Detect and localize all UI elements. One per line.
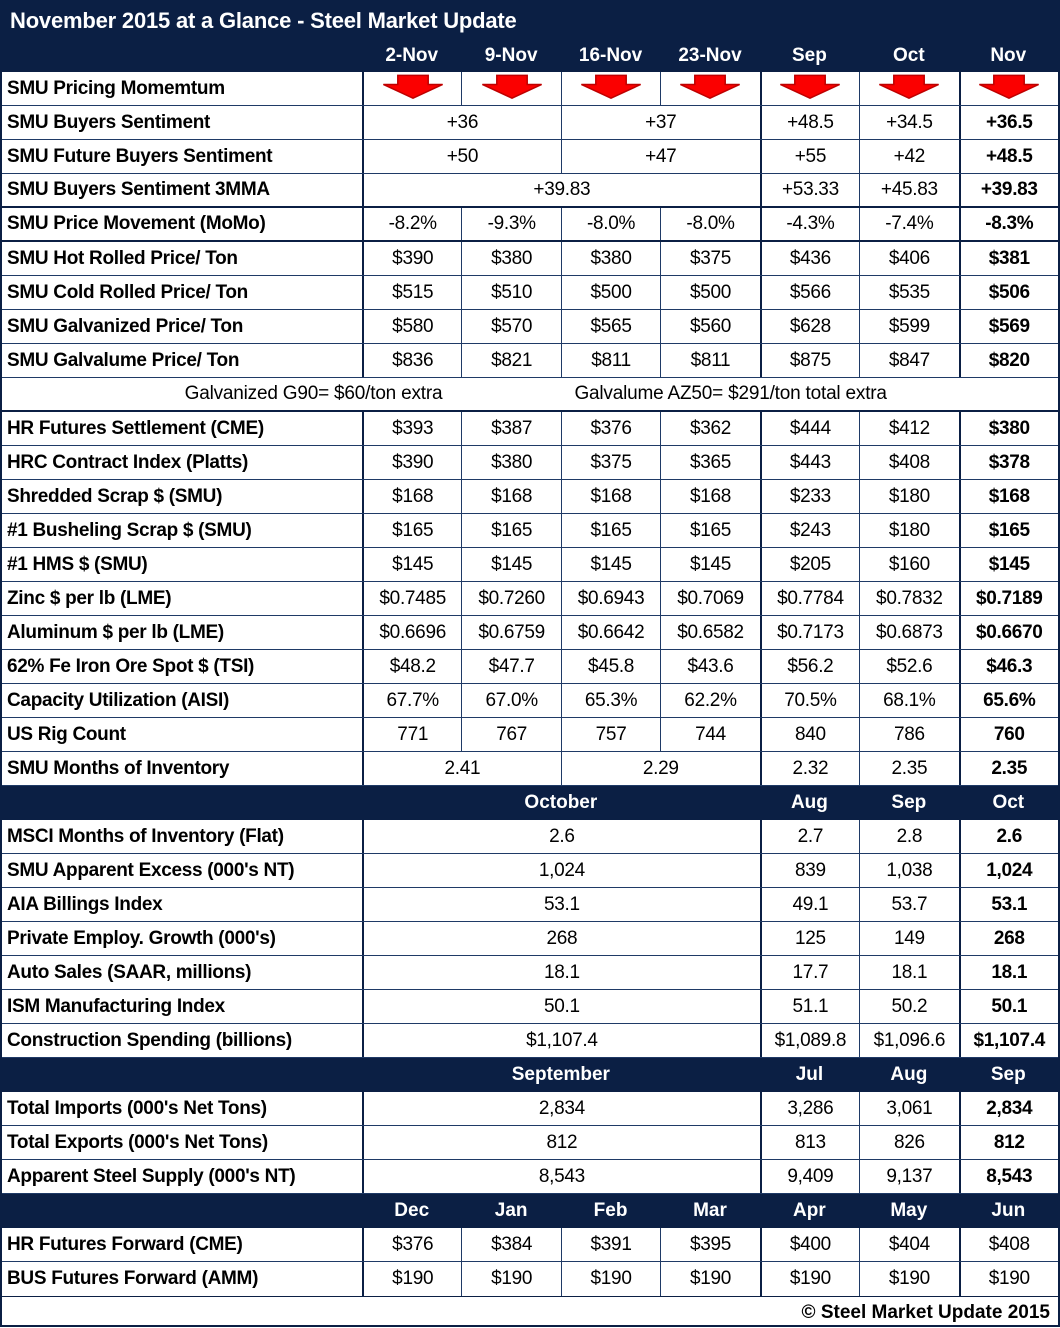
column-header: Aug bbox=[890, 1064, 928, 1085]
momentum-cell bbox=[362, 72, 461, 105]
value-cell: $145 bbox=[959, 548, 1058, 581]
value-cell: +36 bbox=[362, 106, 561, 139]
down-arrow-icon bbox=[971, 72, 1047, 103]
table-row bbox=[2, 378, 1058, 412]
table-row bbox=[2, 650, 1058, 684]
table-row bbox=[2, 990, 1058, 1024]
value-cell: +42 bbox=[859, 140, 958, 173]
value-cell: $145 bbox=[660, 548, 759, 581]
value-cell: 149 bbox=[859, 922, 958, 955]
value-cell: 18.1 bbox=[362, 956, 760, 989]
value-cell: $145 bbox=[461, 548, 560, 581]
value-cell: 65.3% bbox=[561, 684, 660, 717]
value-cell: $160 bbox=[859, 548, 958, 581]
table-row bbox=[2, 1126, 1058, 1160]
down-arrow-icon bbox=[573, 72, 649, 103]
row-label: Construction Spending (billions) bbox=[7, 1029, 292, 1051]
row-label: HRC Contract Index (Platts) bbox=[7, 451, 249, 473]
value-cell: +37 bbox=[561, 106, 760, 139]
value-cell: 812 bbox=[362, 1126, 760, 1159]
table-row bbox=[2, 922, 1058, 956]
row-label: HR Futures Settlement (CME) bbox=[7, 417, 264, 439]
table-row bbox=[2, 888, 1058, 922]
column-header: May bbox=[890, 1200, 928, 1221]
value-cell: 2.29 bbox=[561, 752, 760, 785]
value-cell: 2,834 bbox=[959, 1092, 1058, 1125]
row-label: SMU Pricing Momemtum bbox=[7, 77, 225, 99]
value-cell: -8.2% bbox=[362, 208, 461, 240]
value-cell: 70.5% bbox=[760, 684, 859, 717]
value-cell: $443 bbox=[760, 446, 859, 479]
value-cell: 68.1% bbox=[859, 684, 958, 717]
table-row bbox=[2, 854, 1058, 888]
value-cell: -8.0% bbox=[561, 208, 660, 240]
table-row bbox=[2, 684, 1058, 718]
value-cell: $836 bbox=[362, 344, 461, 377]
value-cell: $190 bbox=[660, 1262, 759, 1296]
momentum-cell bbox=[760, 72, 859, 105]
column-header: Jul bbox=[795, 1064, 824, 1085]
value-cell: 18.1 bbox=[959, 956, 1058, 989]
value-cell: 2.41 bbox=[362, 752, 561, 785]
value-cell: $145 bbox=[561, 548, 660, 581]
table-row bbox=[2, 1262, 1058, 1296]
column-header: Nov bbox=[990, 45, 1027, 66]
section-header-row bbox=[2, 40, 1058, 72]
header-label-spacer bbox=[2, 1058, 362, 1092]
row-label: AIA Billings Index bbox=[7, 893, 163, 915]
value-cell: 760 bbox=[959, 718, 1058, 751]
value-cell: $180 bbox=[859, 514, 958, 547]
value-cell: -7.4% bbox=[859, 208, 958, 240]
column-header: Oct bbox=[893, 45, 925, 66]
section-header-row bbox=[2, 786, 1058, 820]
row-label: SMU Buyers Sentiment 3MMA bbox=[7, 179, 270, 200]
value-cell: 1,024 bbox=[959, 854, 1058, 887]
table-row bbox=[2, 820, 1058, 854]
row-label: #1 HMS $ (SMU) bbox=[7, 553, 148, 575]
value-cell: +34.5 bbox=[859, 106, 958, 139]
value-cell: 1,024 bbox=[362, 854, 760, 887]
row-label: SMU Hot Rolled Price/ Ton bbox=[7, 247, 238, 269]
down-arrow-icon bbox=[772, 72, 848, 103]
row-label: #1 Busheling Scrap $ (SMU) bbox=[7, 519, 252, 541]
value-cell: $599 bbox=[859, 310, 958, 343]
column-header: September bbox=[511, 1064, 610, 1085]
value-cell: $390 bbox=[362, 242, 461, 275]
value-cell: $0.7260 bbox=[461, 582, 560, 615]
value-cell: $408 bbox=[859, 446, 958, 479]
row-label: SMU Galvanized Price/ Ton bbox=[7, 315, 244, 337]
value-cell: $0.6642 bbox=[561, 616, 660, 649]
value-cell: $500 bbox=[660, 276, 759, 309]
value-cell: 1,038 bbox=[859, 854, 958, 887]
value-cell: 2.8 bbox=[859, 820, 958, 853]
value-cell: +36.5 bbox=[959, 106, 1058, 139]
value-cell: 771 bbox=[362, 718, 461, 751]
value-cell: $362 bbox=[660, 412, 759, 445]
value-cell: $380 bbox=[561, 242, 660, 275]
value-cell: $0.6670 bbox=[959, 616, 1058, 649]
value-cell: $180 bbox=[859, 480, 958, 513]
value-cell: $381 bbox=[959, 242, 1058, 275]
value-cell: +45.83 bbox=[859, 174, 958, 206]
momentum-cell bbox=[660, 72, 759, 105]
value-cell: $560 bbox=[660, 310, 759, 343]
momentum-cell bbox=[561, 72, 660, 105]
column-header: Sep bbox=[990, 1064, 1026, 1085]
value-cell: $380 bbox=[959, 412, 1058, 445]
down-arrow-icon bbox=[672, 72, 748, 103]
column-header: 9-Nov bbox=[484, 45, 538, 66]
value-cell: $190 bbox=[461, 1262, 560, 1296]
row-label: Total Imports (000's Net Tons) bbox=[7, 1097, 267, 1119]
value-cell: $1,096.6 bbox=[859, 1024, 958, 1057]
value-cell: $205 bbox=[760, 548, 859, 581]
value-cell: $1,089.8 bbox=[760, 1024, 859, 1057]
value-cell: $0.7832 bbox=[859, 582, 958, 615]
value-cell: 62.2% bbox=[660, 684, 759, 717]
value-cell: 3,286 bbox=[760, 1092, 859, 1125]
table-row bbox=[2, 344, 1058, 378]
value-cell: $375 bbox=[561, 446, 660, 479]
column-header: Mar bbox=[693, 1200, 727, 1221]
row-label: Capacity Utilization (AISI) bbox=[7, 689, 230, 711]
column-header: 2-Nov bbox=[385, 45, 439, 66]
value-cell: 812 bbox=[959, 1126, 1058, 1159]
value-cell: $406 bbox=[859, 242, 958, 275]
value-cell: $145 bbox=[362, 548, 461, 581]
table-row bbox=[2, 1092, 1058, 1126]
value-cell: 840 bbox=[760, 718, 859, 751]
column-header: October bbox=[524, 792, 598, 813]
column-header: Feb bbox=[593, 1200, 628, 1221]
value-cell: $380 bbox=[461, 446, 560, 479]
value-cell: 50.1 bbox=[362, 990, 760, 1023]
value-cell: $444 bbox=[760, 412, 859, 445]
value-cell: 53.1 bbox=[362, 888, 760, 921]
value-cell: -4.3% bbox=[760, 208, 859, 240]
table-row bbox=[2, 514, 1058, 548]
value-cell: $875 bbox=[760, 344, 859, 377]
column-header: Dec bbox=[394, 1200, 430, 1221]
value-cell: $500 bbox=[561, 276, 660, 309]
value-cell: $436 bbox=[760, 242, 859, 275]
table-row bbox=[2, 582, 1058, 616]
value-cell: $535 bbox=[859, 276, 958, 309]
table-row bbox=[2, 548, 1058, 582]
value-cell: $515 bbox=[362, 276, 461, 309]
value-cell: $0.7784 bbox=[760, 582, 859, 615]
value-cell: $0.7189 bbox=[959, 582, 1058, 615]
value-cell: $1,107.4 bbox=[362, 1024, 760, 1057]
row-label: SMU Price Movement (MoMo) bbox=[7, 213, 266, 234]
value-cell: $190 bbox=[561, 1262, 660, 1296]
value-cell: $811 bbox=[660, 344, 759, 377]
value-cell: $820 bbox=[959, 344, 1058, 377]
row-label: SMU Months of Inventory bbox=[7, 757, 230, 779]
down-arrow-icon bbox=[375, 72, 451, 103]
value-cell: 49.1 bbox=[760, 888, 859, 921]
section-header-row bbox=[2, 1194, 1058, 1228]
value-cell: $391 bbox=[561, 1228, 660, 1261]
row-label: Apparent Steel Supply (000's NT) bbox=[7, 1165, 296, 1187]
value-cell: $569 bbox=[959, 310, 1058, 343]
value-cell: 744 bbox=[660, 718, 759, 751]
down-arrow-icon bbox=[474, 72, 550, 103]
value-cell: $165 bbox=[561, 514, 660, 547]
value-cell: $570 bbox=[461, 310, 560, 343]
table-row bbox=[2, 310, 1058, 344]
value-cell: $365 bbox=[660, 446, 759, 479]
row-label: US Rig Count bbox=[7, 723, 126, 745]
value-cell: 9,137 bbox=[859, 1160, 958, 1193]
value-cell: $566 bbox=[760, 276, 859, 309]
column-header: Jan bbox=[494, 1200, 528, 1221]
value-cell: $0.6873 bbox=[859, 616, 958, 649]
value-cell: 2,834 bbox=[362, 1092, 760, 1125]
value-cell: 51.1 bbox=[760, 990, 859, 1023]
row-label: Auto Sales (SAAR, millions) bbox=[7, 961, 252, 983]
value-cell: $56.2 bbox=[760, 650, 859, 683]
value-cell: $821 bbox=[461, 344, 560, 377]
column-header: Jun bbox=[991, 1200, 1026, 1221]
row-label: SMU Galvalume Price/ Ton bbox=[7, 349, 240, 371]
value-cell: 2.6 bbox=[959, 820, 1058, 853]
value-cell: 2.6 bbox=[362, 820, 760, 853]
value-cell: +55 bbox=[760, 140, 859, 173]
value-cell: $168 bbox=[561, 480, 660, 513]
value-cell: $168 bbox=[660, 480, 759, 513]
value-cell: +50 bbox=[362, 140, 561, 173]
row-label: Shredded Scrap $ (SMU) bbox=[7, 485, 223, 507]
value-cell: $190 bbox=[760, 1262, 859, 1296]
value-cell: +48.5 bbox=[959, 140, 1058, 173]
table-row bbox=[2, 174, 1058, 208]
report-title: November 2015 at a Glance - Steel Market Update bbox=[2, 2, 1058, 40]
table-row bbox=[2, 446, 1058, 480]
note-galvanized: Galvanized G90= $60/ton extra bbox=[184, 383, 443, 404]
momentum-cell bbox=[959, 72, 1058, 105]
value-cell: 8,543 bbox=[362, 1160, 760, 1193]
table-row bbox=[2, 1160, 1058, 1194]
value-cell: -8.0% bbox=[660, 208, 759, 240]
column-header: Apr bbox=[793, 1200, 826, 1221]
value-cell: $190 bbox=[362, 1262, 461, 1296]
table-row bbox=[2, 140, 1058, 174]
value-cell: $0.6943 bbox=[561, 582, 660, 615]
row-label: Private Employ. Growth (000's) bbox=[7, 927, 276, 949]
row-label: SMU Buyers Sentiment bbox=[7, 111, 211, 133]
value-cell: $165 bbox=[959, 514, 1058, 547]
value-cell: $506 bbox=[959, 276, 1058, 309]
row-label: Total Exports (000's Net Tons) bbox=[7, 1131, 268, 1153]
value-cell: $387 bbox=[461, 412, 560, 445]
value-cell: $393 bbox=[362, 412, 461, 445]
section-header-row bbox=[2, 1058, 1058, 1092]
value-cell: $168 bbox=[959, 480, 1058, 513]
value-cell: $1,107.4 bbox=[959, 1024, 1058, 1057]
value-cell: $565 bbox=[561, 310, 660, 343]
row-label: ISM Manufacturing Index bbox=[7, 995, 225, 1017]
column-header: Aug bbox=[790, 792, 828, 813]
value-cell: $190 bbox=[859, 1262, 958, 1296]
value-cell: $510 bbox=[461, 276, 560, 309]
value-cell: 65.6% bbox=[959, 684, 1058, 717]
value-cell: +47 bbox=[561, 140, 760, 173]
value-cell: $43.6 bbox=[660, 650, 759, 683]
column-header: Sep bbox=[791, 45, 827, 66]
value-cell: $0.6759 bbox=[461, 616, 560, 649]
value-cell: 2.35 bbox=[959, 752, 1058, 785]
value-cell: 67.0% bbox=[461, 684, 560, 717]
column-header: 23-Nov bbox=[678, 45, 742, 66]
value-cell: $628 bbox=[760, 310, 859, 343]
header-label-spacer bbox=[2, 786, 362, 820]
value-cell: $52.6 bbox=[859, 650, 958, 683]
value-cell: $847 bbox=[859, 344, 958, 377]
row-label: MSCI Months of Inventory (Flat) bbox=[7, 825, 284, 847]
table-row bbox=[2, 480, 1058, 514]
value-cell: 53.1 bbox=[959, 888, 1058, 921]
value-cell: 3,061 bbox=[859, 1092, 958, 1125]
row-label: SMU Future Buyers Sentiment bbox=[7, 145, 273, 167]
value-cell: 125 bbox=[760, 922, 859, 955]
value-cell: $0.7173 bbox=[760, 616, 859, 649]
value-cell: $412 bbox=[859, 412, 958, 445]
value-cell: 18.1 bbox=[859, 956, 958, 989]
row-label: BUS Futures Forward (AMM) bbox=[7, 1268, 259, 1289]
value-cell: 268 bbox=[959, 922, 1058, 955]
table-row bbox=[2, 412, 1058, 446]
table-row bbox=[2, 1228, 1058, 1262]
value-cell: -8.3% bbox=[959, 208, 1058, 240]
table-row bbox=[2, 242, 1058, 276]
value-cell: $165 bbox=[461, 514, 560, 547]
value-cell: +53.33 bbox=[760, 174, 859, 206]
value-cell: $0.7069 bbox=[660, 582, 759, 615]
column-header: Sep bbox=[891, 792, 927, 813]
value-cell: 757 bbox=[561, 718, 660, 751]
value-cell: 268 bbox=[362, 922, 760, 955]
value-cell: $47.7 bbox=[461, 650, 560, 683]
value-cell: $376 bbox=[561, 412, 660, 445]
value-cell: 53.7 bbox=[859, 888, 958, 921]
value-cell: -9.3% bbox=[461, 208, 560, 240]
table-row bbox=[2, 106, 1058, 140]
column-header: 16-Nov bbox=[578, 45, 643, 66]
table-row bbox=[2, 72, 1058, 106]
table-row bbox=[2, 718, 1058, 752]
value-cell: 17.7 bbox=[760, 956, 859, 989]
value-cell: 50.1 bbox=[959, 990, 1058, 1023]
value-cell: 9,409 bbox=[760, 1160, 859, 1193]
value-cell: 8,543 bbox=[959, 1160, 1058, 1193]
value-cell: 2.32 bbox=[760, 752, 859, 785]
copyright-text: © Steel Market Update 2015 bbox=[2, 1296, 1058, 1328]
value-cell: 813 bbox=[760, 1126, 859, 1159]
value-cell: $395 bbox=[660, 1228, 759, 1261]
value-cell: $0.7485 bbox=[362, 582, 461, 615]
value-cell: $380 bbox=[461, 242, 560, 275]
value-cell: $400 bbox=[760, 1228, 859, 1261]
value-cell: $384 bbox=[461, 1228, 560, 1261]
row-label: SMU Cold Rolled Price/ Ton bbox=[7, 281, 248, 303]
value-cell: $376 bbox=[362, 1228, 461, 1261]
table-row bbox=[2, 752, 1058, 786]
table-row bbox=[2, 616, 1058, 650]
value-cell: 67.7% bbox=[362, 684, 461, 717]
note-row bbox=[2, 378, 1058, 410]
value-cell: +48.5 bbox=[760, 106, 859, 139]
momentum-cell bbox=[859, 72, 958, 105]
value-cell: $190 bbox=[959, 1262, 1058, 1296]
value-cell: $45.8 bbox=[561, 650, 660, 683]
value-cell: $168 bbox=[362, 480, 461, 513]
value-cell: $811 bbox=[561, 344, 660, 377]
value-cell: $0.6582 bbox=[660, 616, 759, 649]
value-cell: +39.83 bbox=[362, 174, 760, 206]
row-label: 62% Fe Iron Ore Spot $ (TSI) bbox=[7, 655, 255, 677]
column-header: Oct bbox=[992, 792, 1025, 813]
value-cell: $0.6696 bbox=[362, 616, 461, 649]
value-cell: 786 bbox=[859, 718, 958, 751]
value-cell: $165 bbox=[660, 514, 759, 547]
value-cell: $390 bbox=[362, 446, 461, 479]
row-label: Aluminum $ per lb (LME) bbox=[7, 621, 224, 643]
value-cell: 2.7 bbox=[760, 820, 859, 853]
note-galvalume: Galvalume AZ50= $291/ton total extra bbox=[574, 383, 887, 404]
value-cell: 839 bbox=[760, 854, 859, 887]
value-cell: $243 bbox=[760, 514, 859, 547]
row-label: SMU Apparent Excess (000's NT) bbox=[7, 859, 295, 881]
data-table bbox=[2, 40, 1058, 1296]
table-row bbox=[2, 1024, 1058, 1058]
value-cell: 2.35 bbox=[859, 752, 958, 785]
value-cell: $233 bbox=[760, 480, 859, 513]
value-cell: $408 bbox=[959, 1228, 1058, 1261]
value-cell: $165 bbox=[362, 514, 461, 547]
down-arrow-icon bbox=[871, 72, 947, 103]
value-cell: $46.3 bbox=[959, 650, 1058, 683]
table-row bbox=[2, 956, 1058, 990]
table-row bbox=[2, 208, 1058, 242]
value-cell: $580 bbox=[362, 310, 461, 343]
row-label: HR Futures Forward (CME) bbox=[7, 1233, 243, 1255]
header-label-spacer bbox=[2, 40, 362, 72]
value-cell: $48.2 bbox=[362, 650, 461, 683]
value-cell: 826 bbox=[859, 1126, 958, 1159]
value-cell: +39.83 bbox=[959, 174, 1058, 206]
value-cell: 767 bbox=[461, 718, 560, 751]
header-label-spacer bbox=[2, 1194, 362, 1228]
table-row bbox=[2, 276, 1058, 310]
value-cell: $404 bbox=[859, 1228, 958, 1261]
momentum-cell bbox=[461, 72, 560, 105]
row-label: Zinc $ per lb (LME) bbox=[7, 587, 172, 609]
value-cell: $168 bbox=[461, 480, 560, 513]
value-cell: $375 bbox=[660, 242, 759, 275]
value-cell: 50.2 bbox=[859, 990, 958, 1023]
value-cell: $378 bbox=[959, 446, 1058, 479]
